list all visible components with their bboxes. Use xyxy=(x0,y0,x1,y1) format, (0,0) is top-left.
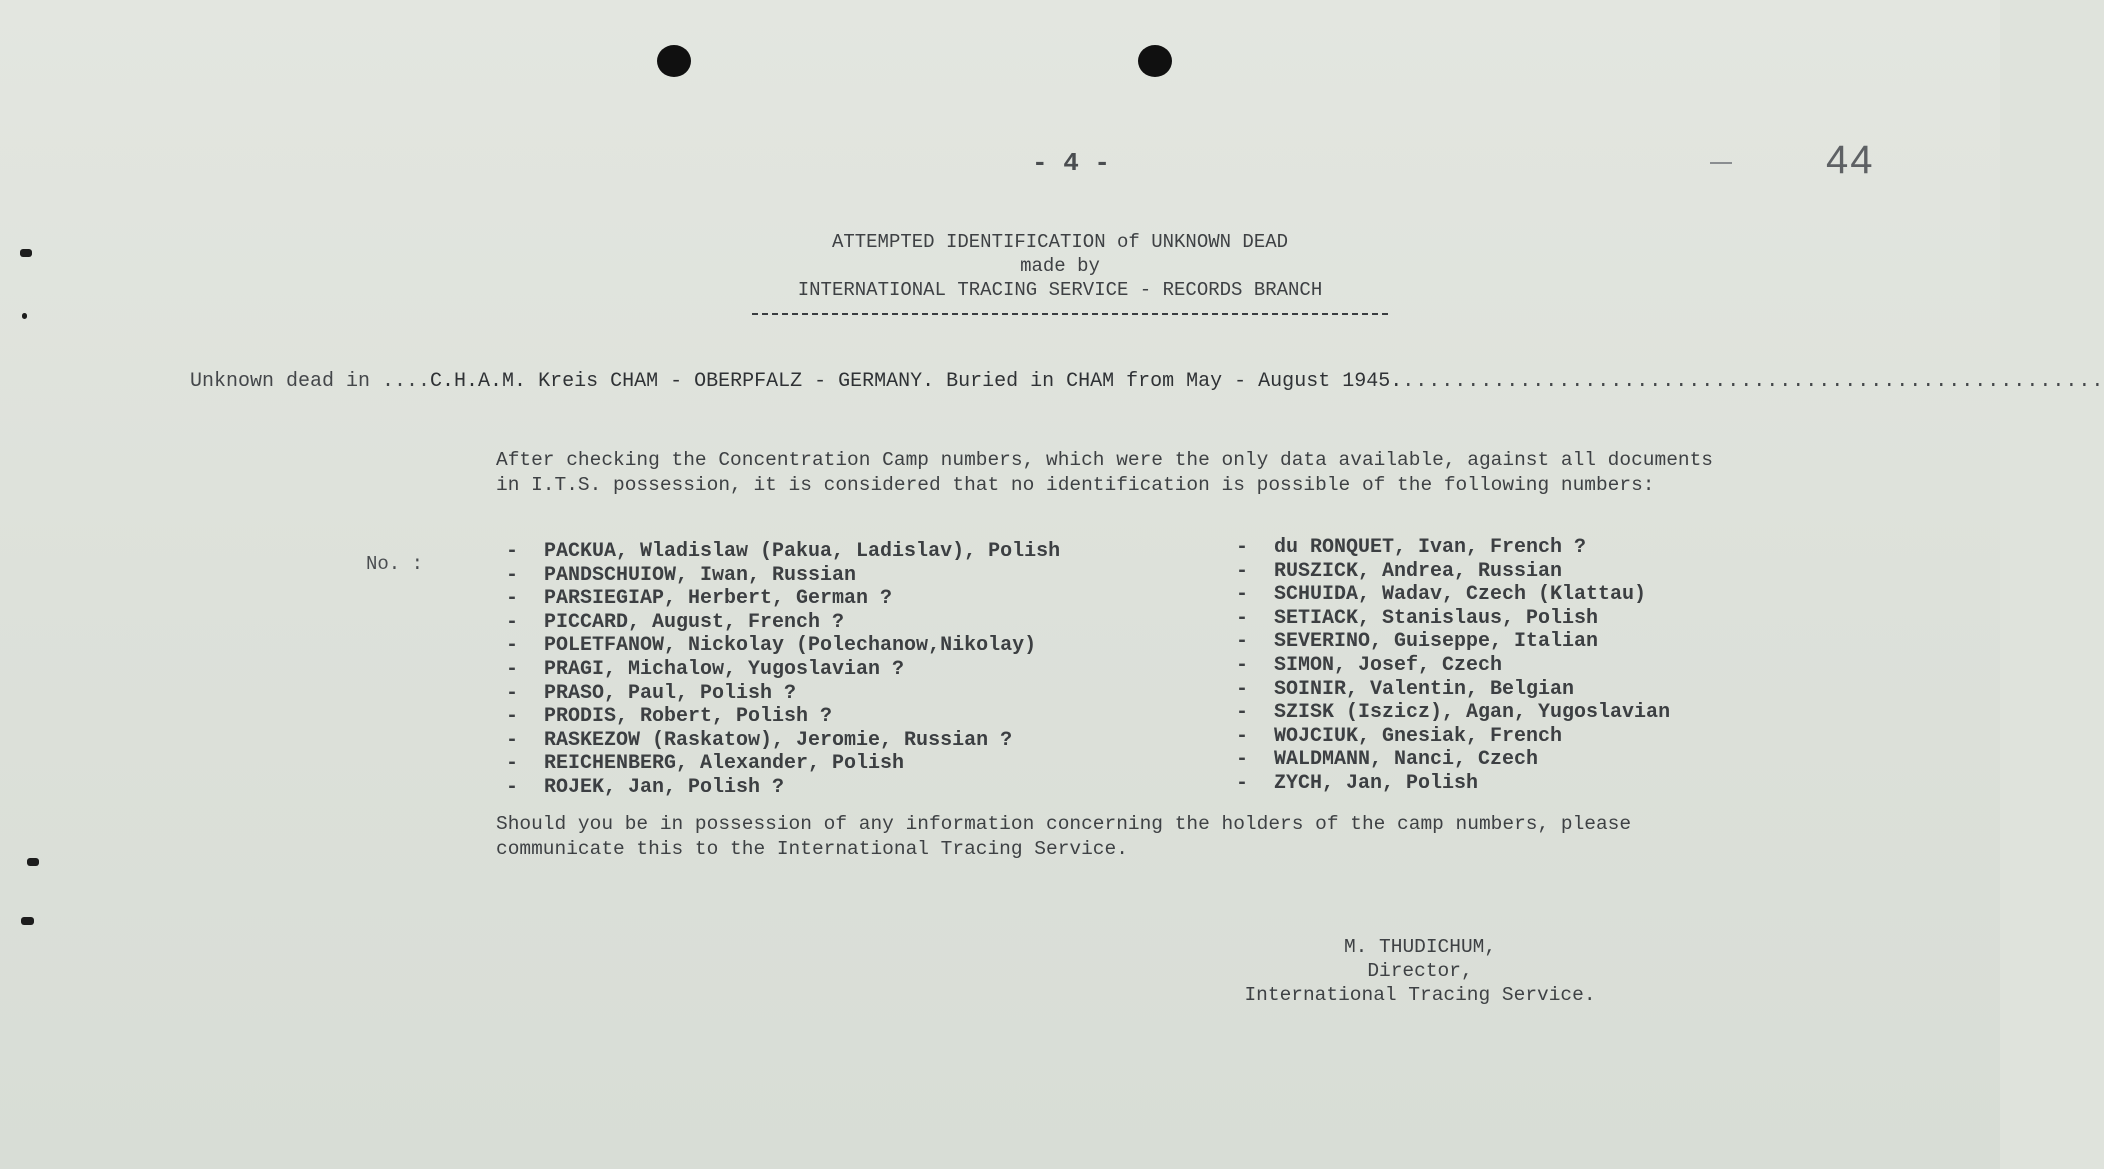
list-marker: - xyxy=(1236,583,1249,607)
closing-paragraph: Should you be in possession of any information concerning the holders of the camp numbers, please communicate this to the International Tracing Service. xyxy=(496,813,1632,860)
edge-mark xyxy=(27,858,39,866)
list-marker: - xyxy=(506,775,519,799)
signatory-name: M. THUDICHUM, xyxy=(1343,936,1497,958)
heading-line-3: INTERNATIONAL TRACING SERVICE - RECORDS BRANCH xyxy=(797,279,1323,301)
list-item-text: POLETFANOW, Nickolay (Polechanow,Nikolay) xyxy=(544,634,1037,658)
list-item-text: SEVERINO, Guiseppe, Italian xyxy=(1274,630,1599,654)
list-item-text: PRASO, Paul, Polish ? xyxy=(544,681,797,705)
list-marker: - xyxy=(1236,677,1249,701)
list-item xyxy=(506,705,1060,729)
list-item-text: PARSIEGIAP, Herbert, German ? xyxy=(544,587,893,611)
names-list-right xyxy=(1236,536,1670,796)
heading-line-2: made by xyxy=(1020,255,1100,277)
list-item-text: PRODIS, Robert, Polish ? xyxy=(544,705,833,729)
list-marker: - xyxy=(1236,630,1249,654)
document-heading xyxy=(740,230,1380,302)
list-item xyxy=(506,587,1060,611)
location-trailing-dots: ...................................................... xyxy=(1402,370,2104,393)
list-marker: - xyxy=(506,657,519,681)
list-item-text: WALDMANN, Nanci, Czech xyxy=(1274,748,1539,772)
location-value: C.H.A.M. Kreis CHAM - OBERPFALZ - GERMANY. Buried in CHAM from May - August 1945. xyxy=(430,370,1403,393)
list-item-text: ROJEK, Jan, Polish ? xyxy=(544,775,785,799)
page-number: - 4 - xyxy=(1032,148,1111,178)
list-item xyxy=(1236,630,1670,654)
list-item-text: SIMON, Josef, Czech xyxy=(1274,653,1503,677)
location-line xyxy=(190,370,2104,393)
list-item-text: RASKEZOW (Raskatow), Jeromie, Russian ? xyxy=(544,728,1013,752)
punch-hole-left xyxy=(657,45,691,77)
heading-underline xyxy=(752,313,1388,315)
list-marker: - xyxy=(1236,724,1249,748)
location-label: Unknown dead in .... xyxy=(190,370,431,393)
list-item xyxy=(506,540,1060,564)
heading-line-1: ATTEMPTED IDENTIFICATION of UNKNOWN DEAD xyxy=(831,231,1289,253)
list-item xyxy=(1236,748,1670,772)
numbers-label: No. : xyxy=(366,553,424,575)
list-item xyxy=(1236,583,1670,607)
list-marker: - xyxy=(1236,536,1249,559)
edge-mark xyxy=(21,917,34,925)
list-item xyxy=(1236,560,1670,584)
list-marker: - xyxy=(1236,653,1249,677)
signatory-title: Director, xyxy=(1367,960,1473,982)
list-item xyxy=(506,634,1060,658)
list-marker: - xyxy=(506,728,519,752)
list-item xyxy=(506,776,1060,800)
list-marker: - xyxy=(506,610,519,634)
list-item xyxy=(506,564,1060,588)
list-item-text: PACKUA, Wladislaw (Pakua, Ladislav), Polish xyxy=(544,540,1061,563)
list-item xyxy=(506,658,1060,682)
list-item xyxy=(1236,654,1670,678)
list-item xyxy=(506,611,1060,635)
punch-hole-right xyxy=(1138,45,1172,77)
list-marker: - xyxy=(1236,748,1249,772)
list-marker: - xyxy=(1236,559,1249,583)
list-item-text: ZYCH, Jan, Polish xyxy=(1274,771,1479,795)
list-marker: - xyxy=(506,752,519,776)
edge-mark xyxy=(22,313,27,319)
list-item-text: SETIACK, Stanislaus, Polish xyxy=(1274,606,1599,630)
list-marker: - xyxy=(506,634,519,658)
folio-number: 44 xyxy=(1826,138,1875,182)
list-item xyxy=(506,682,1060,706)
list-item xyxy=(1236,536,1670,560)
list-item-text: REICHENBERG, Alexander, Polish xyxy=(544,752,905,776)
list-marker: - xyxy=(1236,771,1249,795)
signature-block xyxy=(1220,935,1620,1007)
list-item-text: RUSZICK, Andrea, Russian xyxy=(1274,559,1563,583)
list-item xyxy=(1236,725,1670,749)
list-item xyxy=(1236,772,1670,796)
list-item xyxy=(506,752,1060,776)
list-item-text: PRAGI, Michalow, Yugoslavian ? xyxy=(544,657,905,681)
list-item xyxy=(1236,701,1670,725)
list-marker: - xyxy=(506,705,519,729)
edge-mark xyxy=(20,249,32,257)
list-marker: - xyxy=(1236,606,1249,630)
list-item xyxy=(506,729,1060,753)
list-item-text: SOINIR, Valentin, Belgian xyxy=(1274,677,1575,701)
list-item xyxy=(1236,678,1670,702)
list-marker: - xyxy=(506,681,519,705)
names-list-left xyxy=(506,540,1060,800)
list-marker: - xyxy=(506,563,519,587)
list-item-text: PANDSCHUIOW, Iwan, Russian xyxy=(544,563,857,587)
list-item-text: SZISK (Iszicz), Agan, Yugoslavian xyxy=(1274,701,1671,725)
list-item-text: PICCARD, August, French ? xyxy=(544,610,845,634)
signatory-organization: International Tracing Service. xyxy=(1244,984,1596,1006)
folio-dash xyxy=(1710,162,1732,164)
list-item-text: WOJCIUK, Gnesiak, French xyxy=(1274,724,1563,748)
list-item xyxy=(1236,607,1670,631)
list-marker: - xyxy=(506,587,519,611)
intro-paragraph: After checking the Concentration Camp numbers, which were the only data available, against all documents in I.T.S. possession, it is considered that no identification is possible of the following numbers: xyxy=(496,449,1713,496)
list-marker: - xyxy=(1236,701,1249,725)
list-item-text: SCHUIDA, Wadav, Czech (Klattau) xyxy=(1274,583,1647,607)
list-item-text: du RONQUET, Ivan, French ? xyxy=(1274,536,1587,559)
list-marker: - xyxy=(506,540,519,563)
